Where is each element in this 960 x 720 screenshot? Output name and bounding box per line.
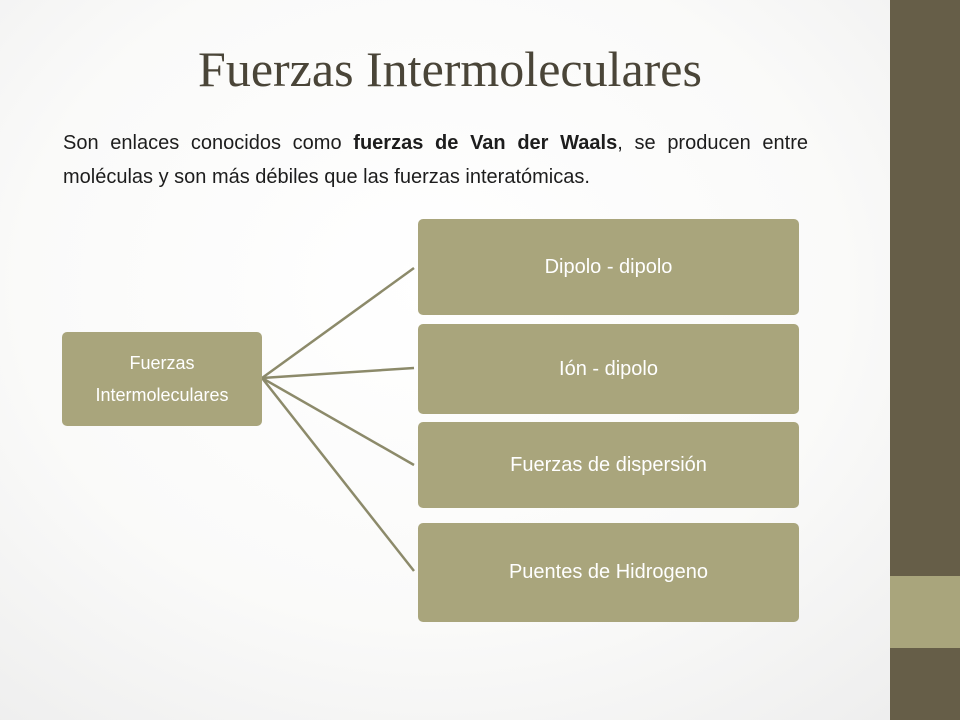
connector-dipolo-dipolo — [262, 268, 414, 378]
connector-ion-dipolo — [262, 368, 414, 378]
root-node-line2: Intermoleculares — [95, 385, 229, 405]
node-ion-dipolo: Ión - dipolo — [418, 324, 799, 414]
node-fuerzas-dispersion: Fuerzas de dispersión — [418, 422, 799, 508]
intro-text-end: , se producen entre moléculas y son más débiles que las fuerzas interatómicas. — [63, 132, 808, 188]
root-node-line1: Fuerzas — [129, 353, 195, 373]
node-dipolo-dipolo: Dipolo - dipolo — [418, 219, 799, 315]
slide-title: Fuerzas Intermoleculares — [198, 41, 702, 97]
connector-puentes-hidrogeno — [262, 378, 414, 571]
sidebar-accent — [890, 576, 960, 648]
root-node — [62, 332, 262, 426]
node-puentes-hidrogeno: Puentes de Hidrogeno — [418, 523, 799, 622]
intro-text-start: Son enlaces conocidos como — [63, 132, 354, 154]
intro-text-bold: fuerzas de Van der Waals — [353, 132, 618, 154]
connector-fuerzas-dispersion — [262, 378, 414, 465]
